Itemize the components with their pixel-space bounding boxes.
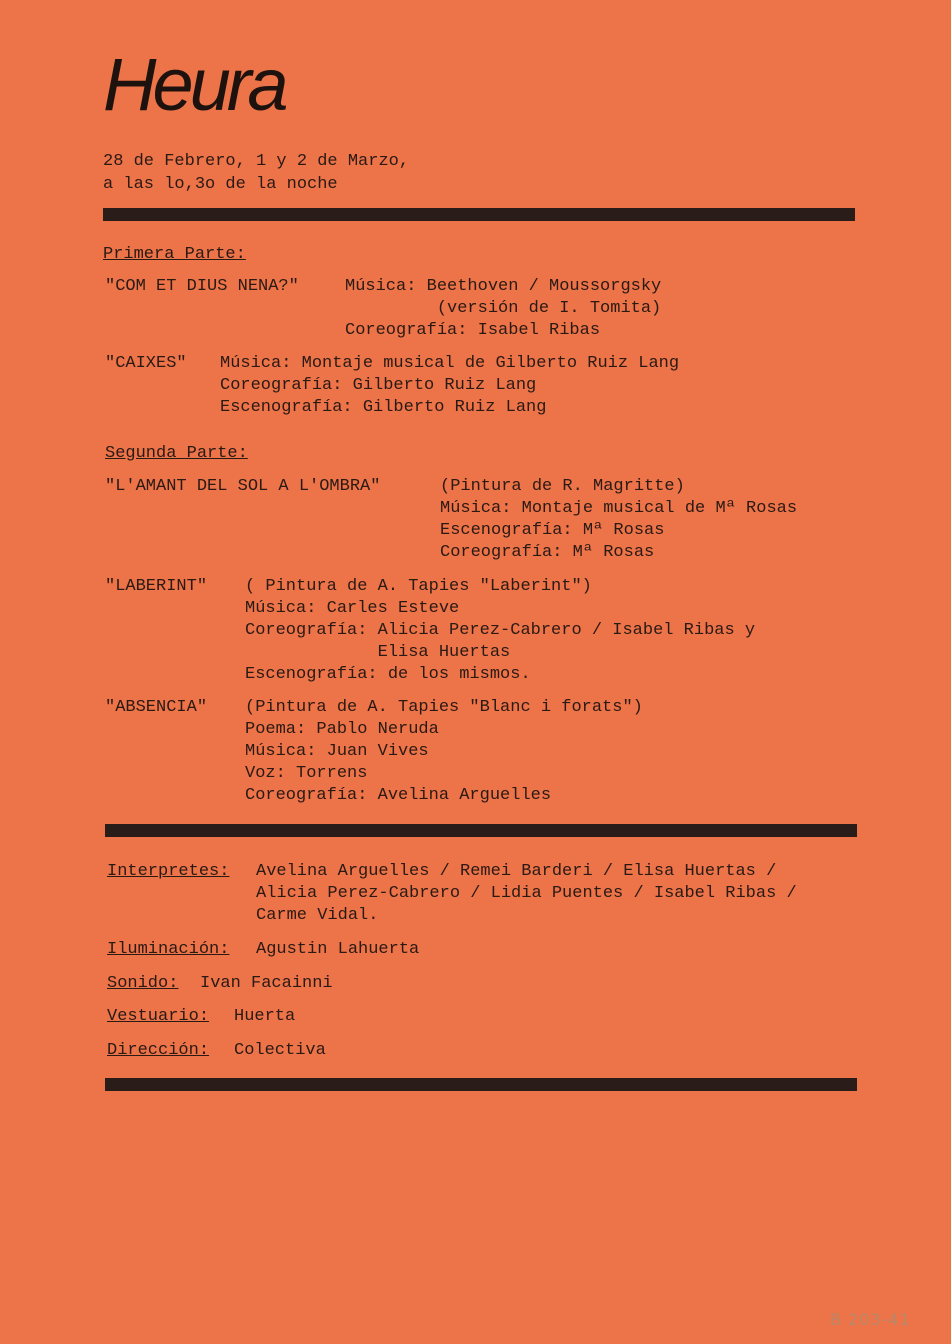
piece-line: Coreografía: Gilberto Ruiz Lang	[220, 376, 537, 395]
piece-title: "COM ET DIUS NENA?"	[105, 277, 299, 296]
piece-line: Música: Montaje musical de Gilberto Ruiz Lang	[220, 354, 680, 373]
piece-title: "L'AMANT DEL SOL A L'OMBRA"	[105, 477, 381, 496]
interpretes-line: Avelina Arguelles / Remei Barderi / Elisa Huertas /	[256, 862, 777, 881]
interpretes-line: Carme Vidal.	[256, 906, 379, 925]
iluminacion-value: Agustin Lahuerta	[256, 940, 420, 959]
piece-line: Coreografía: Avelina Arguelles	[245, 786, 552, 805]
direccion-value: Colectiva	[234, 1041, 326, 1060]
piece-line: Poema: Pablo Neruda	[245, 720, 439, 739]
sonido-label: Sonido:	[107, 974, 179, 993]
piece-line: Voz: Torrens	[245, 764, 368, 783]
piece-line: Escenografía: Gilberto Ruiz Lang	[220, 398, 547, 417]
interpretes-label: Interpretes:	[107, 862, 230, 881]
direccion-label: Dirección:	[107, 1041, 210, 1060]
iluminacion-label: Iluminación:	[107, 940, 230, 959]
piece-line: (Pintura de A. Tapies "Blanc i forats")	[245, 698, 643, 717]
piece-title: "CAIXES"	[105, 354, 187, 373]
piece-line: Música: Montaje musical de Mª Rosas	[440, 499, 798, 518]
piece-line: Escenografía: Mª Rosas	[440, 521, 665, 540]
date-line-2: a las lo,3o de la noche	[103, 175, 338, 194]
date-line-1: 28 de Febrero, 1 y 2 de Marzo,	[103, 152, 410, 171]
piece-line: Coreografía: Isabel Ribas	[345, 321, 601, 340]
piece-line: Música: Juan Vives	[245, 742, 429, 761]
piece-line: Música: Beethoven / Moussorgsky	[345, 277, 662, 296]
piece-line: Escenografía: de los mismos.	[245, 665, 531, 684]
segunda-parte-heading: Segunda Parte:	[105, 444, 248, 463]
vestuario-label: Vestuario:	[107, 1007, 210, 1026]
piece-line: Coreografía: Mª Rosas	[440, 543, 655, 562]
piece-line: (Pintura de R. Magritte)	[440, 477, 685, 496]
piece-title: "ABSENCIA"	[105, 698, 208, 717]
archive-mark: B 203-41	[830, 1310, 911, 1329]
piece-line: Elisa Huertas	[245, 643, 511, 662]
piece-line: ( Pintura de A. Tapies "Laberint")	[245, 577, 592, 596]
piece-line: Música: Carles Esteve	[245, 599, 460, 618]
piece-line: Coreografía: Alicia Perez-Cabrero / Isabel Ribas y	[245, 621, 756, 640]
piece-title: "LABERINT"	[105, 577, 208, 596]
primera-parte-heading: Primera Parte:	[103, 245, 246, 264]
divider-rule-3	[105, 1078, 857, 1091]
piece-line: (versión de I. Tomita)	[345, 299, 662, 318]
sonido-value: Ivan Facainni	[200, 974, 333, 993]
divider-rule-1	[103, 208, 855, 221]
divider-rule-2	[105, 824, 857, 837]
interpretes-line: Alicia Perez-Cabrero / Lidia Puentes / Isabel Ribas /	[256, 884, 797, 903]
vestuario-value: Huerta	[234, 1007, 296, 1026]
program-title: Heura	[103, 43, 285, 126]
